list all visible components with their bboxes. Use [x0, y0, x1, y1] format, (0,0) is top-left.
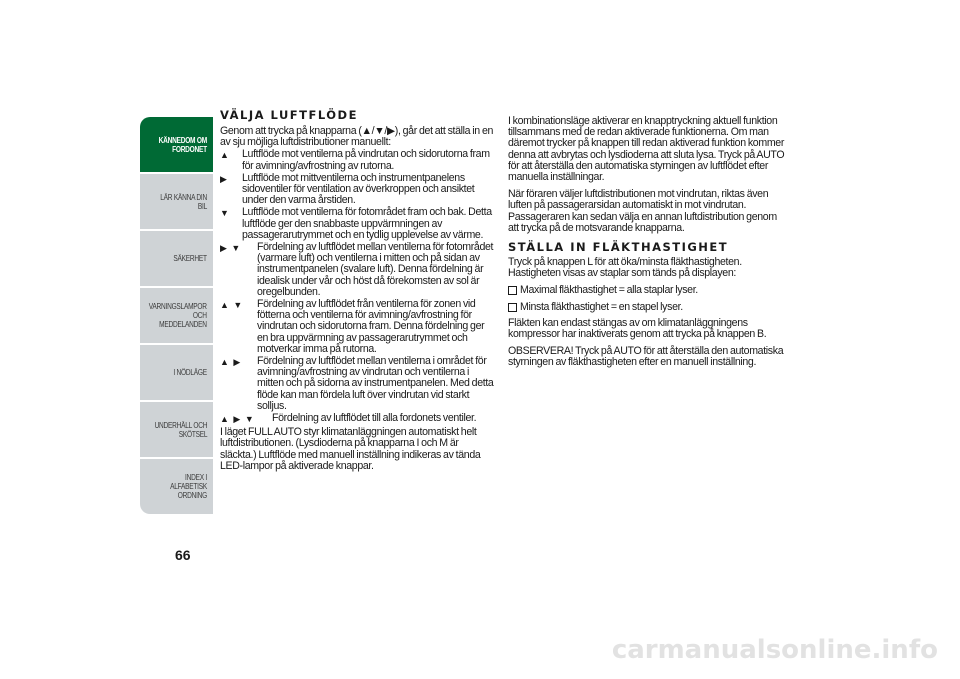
list-item: [220, 149, 495, 171]
tab-sakerhet[interactable]: [140, 231, 213, 286]
list-item: [508, 285, 788, 296]
arrow-right-down-icon: ▶ ▼: [220, 243, 242, 254]
paragraph-kompressor: Fläkten kan endast stängas av om klimatanläggningens kompressor har inaktiverats genom att trycka på knappen B.: [508, 316, 767, 341]
list-item: [220, 242, 495, 298]
left-column: [220, 108, 495, 472]
tab-kannedom-om-fordonet[interactable]: [140, 117, 213, 172]
tab-label: VARNINGSLAMPOR OCH MEDDELANDEN: [148, 302, 207, 329]
list-item: [220, 207, 495, 241]
arrow-right-icon: ▶: [220, 173, 228, 184]
checkbox-square-icon: [508, 286, 517, 295]
arrow-up-right-down-icon: ▲ ▶ ▼: [220, 414, 255, 425]
list-item: [220, 299, 495, 355]
tab-underhall-och-skotsel[interactable]: [140, 402, 213, 457]
chapter-sidebar: [140, 117, 213, 516]
intro-paragraph: Genom att trycka på knapparna (▲/▼/▶), går det att ställa in en av sju möjliga luftdistributioner manuellt:: [220, 125, 494, 149]
paragraph-vindruta: När föraren väljer luftdistributionen mot vindrutan, riktas även luften på passagerarsidan automatiskt in mot vindrutan. Passageraren kan sedan välja en annan luftdistribution genom att trycka på de motsvarande knapparna.: [508, 188, 777, 234]
section-heading-flakthastighet: STÄLLA IN FLÄKTHASTIGHET: [508, 240, 729, 255]
tab-label: LÄR KÄNNA DIN BIL: [160, 192, 207, 211]
item-text: Maximal fläkthastighet = alla staplar lyser.: [520, 284, 698, 297]
tab-label: INDEX I ALFABETISK ORDNING: [170, 473, 207, 500]
item-text: Fördelning av luftflödet från ventilerna för zonen vid fötterna och ventilerna för avimning/avfrostning för vindrutan och sidorutorna fram. Denna fördelning ger en bra uppvärmning av passagerarutrymmet och motverkar imma på rutorna.: [257, 298, 485, 355]
paragraph-kombinationslage: I kombinationsläge aktiverar en knapptryckning aktuell funktion tillsammans med de redan aktiverade funktionerna. Om man däremot trycker på knappen till redan aktiverad funktion kommer denna att avbrytas och lysdioderna att sluta lysa. Tryck på AUTO för att återställa den automatiska styrningen av luftflödet efter manuella inställningar.: [508, 115, 785, 184]
list-item: [220, 356, 495, 412]
watermark: carmanualsonline.info: [611, 635, 938, 665]
checkbox-square-icon: [508, 303, 517, 312]
item-text: Minsta fläkthastighet = en stapel lyser.: [520, 300, 683, 313]
item-text: Luftflöde mot ventilerna för fotområdet fram och bak. Detta luftflöde ger den snabbaste uppvärmningen av passagerarutrymmet och en tydlig upplevelse av värme.: [242, 206, 492, 241]
arrow-up-down-icon: ▲ ▼: [220, 300, 244, 311]
tab-label: UNDERHÅLL OCH SKÖTSEL: [154, 420, 207, 439]
item-text: Fördelning av luftflödet till alla fordonets ventiler.: [272, 412, 477, 425]
item-text: Fördelning av luftflödet mellan ventilerna i området för avimning/avfrostning av vindrutan och ventilerna i mitten och på sidorna av instrumentpanelen. Med detta flöde kan man fördela luft över vindrutan vid starkt solljus.: [257, 355, 494, 412]
item-text: Luftflöde mot ventilerna på vindrutan och sidorutorna fram för avimning/avfrostning av rutorna.: [242, 148, 490, 172]
tab-i-nodlage[interactable]: [140, 345, 213, 400]
tab-lar-kanna-din-bil[interactable]: [140, 174, 213, 229]
arrow-up-right-icon: ▲ ▶: [220, 357, 242, 368]
outro-paragraph: I läget FULL AUTO styr klimatanläggningen automatiskt helt luftdistributionen. (Lysdioderna på knapparna I och M är släckta.) Luftflöde med manuell inställning indikeras av tända LED-lampor på aktiverade knappar.: [220, 426, 481, 472]
tab-label: KÄNNEDOM OM FORDONET: [158, 135, 207, 154]
item-text: Luftflöde mot mittventilerna och instrumentpanelens sidoventiler för ventilation av överkroppen och ansiktet under den varma årstiden.: [242, 171, 475, 207]
list-item: [508, 302, 788, 313]
list-item: [220, 173, 495, 207]
arrow-up-icon: ▲: [220, 150, 230, 161]
paragraph-flakthastighet: Tryck på knappen L för att öka/minsta fläkthastigheten. Hastigheten visas av staplar som tänds på displayen:: [508, 256, 742, 280]
tab-varningslampor[interactable]: [140, 288, 213, 343]
page-number: 66: [175, 547, 191, 563]
list-item: [220, 413, 495, 425]
paragraph-observera: OBSERVERA! Tryck på AUTO för att återställa den automatiska styrningen av fläkthastigheten efter en manuell inställning.: [508, 345, 784, 369]
arrow-down-icon: ▼: [220, 208, 230, 219]
section-heading-valja-luftflode: VÄLJA LUFTFLÖDE: [220, 108, 358, 122]
right-column: [508, 116, 788, 375]
tab-label: I NÖDLÄGE: [173, 368, 207, 377]
tab-label: SÄKERHET: [173, 254, 207, 263]
item-text: Fördelning av luftflödet mellan ventilerna för fotområdet (varmare luft) och ventilerna i mitten och på sidan av instrumentpanelen (svalare luft). Denna fördelning är idealisk under vår och höst då förekomsten av sol är oregelbunden.: [257, 241, 494, 298]
tab-index[interactable]: [140, 459, 213, 514]
